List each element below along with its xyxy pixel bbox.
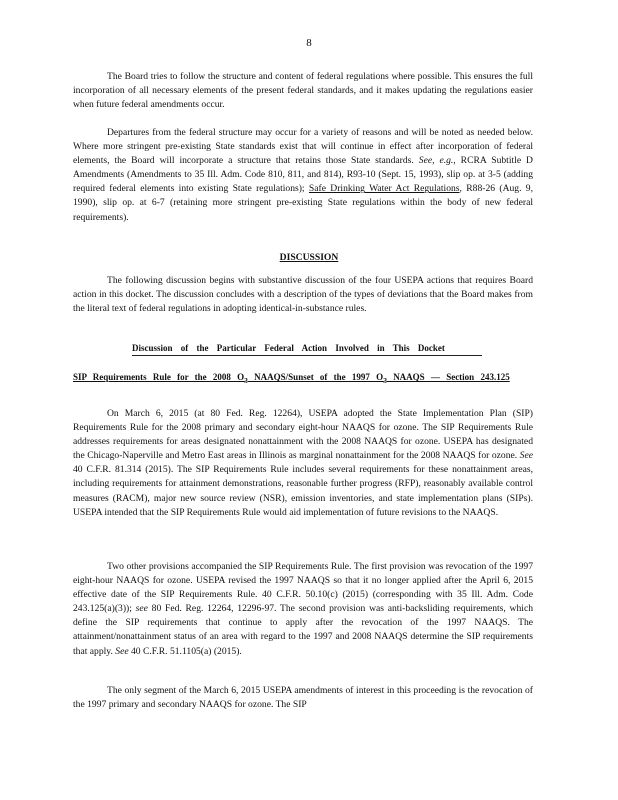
page-number: 8 xyxy=(306,37,312,49)
sip-requirements-heading xyxy=(73,371,533,387)
citation-signal: See, e.g., xyxy=(418,155,456,167)
paragraph-text: Departures from the federal structure may occur for a variety of reasons and will be noted as needed below. Where more stringent pre-existing State standards exist that will continue in effect after incorporation of federal elements, the Board will incorporate a structure that retains those State standards. xyxy=(73,127,533,167)
case-name: Safe Drinking Water Act Regulations xyxy=(308,183,460,195)
paragraph-two-provisions xyxy=(73,560,533,659)
section-heading-discussion: DISCUSSION xyxy=(279,252,339,263)
paragraph-text: 80 Fed. Reg. 12264, 12296-97. The second provision was anti-backsliding requirements, which define the SIP requirements that continue to apply after the revocation of the 1997 NAAQS. The attainment/nonattainment status of an area with regard to the 1997 and 2008 NAAQS determine the SIP requirements that apply. xyxy=(73,603,533,657)
citation-signal: see xyxy=(135,603,148,615)
paragraph-text: 40 C.F.R. 81.314 (2015). The SIP Requirements Rule includes several requirements for these nonattainment areas, including requirements for attainment demonstrations, reasonable further progress (RFP), reasonably available control measures (RACM), major new source review (NSR), emission inventories, and state implementation plans (SIPs). USEPA intended that the SIP Requirements Rule would aid implementation of future revisions to the NAAQS. xyxy=(73,464,533,518)
paragraph-only-segment xyxy=(73,684,533,712)
heading-text: SIP Requirements Rule for the 2008 $O_3$ NAAQS/Sunset of the 1997 $O_3$ NAAQS — Section 243.125 xyxy=(73,372,510,385)
paragraph-text: The following discussion begins with substantive discussion of the four USEPA actions that requires Board action in this docket. The discussion concludes with a description of the types of deviations that the Board makes from the literal text of federal regulations in adopting identical-in-substance rules. xyxy=(73,275,533,315)
paragraph-board-structure xyxy=(73,70,533,112)
paragraph-text: 40 C.F.R. 51.1105(a) (2015). xyxy=(128,645,242,657)
paragraph-departures xyxy=(73,126,533,225)
paragraph-march-6 xyxy=(73,407,533,520)
citation-signal: See xyxy=(115,645,129,657)
paragraph-text: RCRA Subtitle D Amendments (Amendments to 35 Ill. Adm. Code 810, 811, and 814), R93-10 (Sept. 15, 1993), slip op. at 3-5 (adding required federal elements into existing State regulations); xyxy=(73,155,533,195)
paragraph-text: The only segment of the March 6, 2015 USEPA amendments of interest in this proceeding is the revocation of the 1997 primary and secondary NAAQS for ozone. The SIP xyxy=(73,685,533,711)
paragraph-text: The Board tries to follow the structure and content of federal regulations where possible. This ensures the full incorporation of all necessary elements of the present federal standards, and it makes updating the regulations easier when future federal amendments occur. xyxy=(73,71,533,111)
paragraph-text: , R88-26 (Aug. 9, 1990), slip op. at 6-7 (retaining more stringent pre-existing State regulations within the body of new federal requirements). xyxy=(73,183,534,223)
table-heading: Discussion of the Particular Federal Action Involved in This Docket xyxy=(132,343,482,356)
paragraph-text: Two other provisions accompanied the SIP Requirements Rule. The first provision was revocation of the 1997 eight-hour NAAQS for ozone. USEPA revised the 1997 NAAQS so that it no longer applied after the April 6, 2015 effective date of the SIP Requirements Rule. 40 C.F.R. 50.10(c) (2015) (corresponding with 35 Ill. Adm. Code 243.125(a)(3)); xyxy=(73,561,533,615)
citation-signal: See xyxy=(519,450,533,462)
paragraph-text: On March 6, 2015 (at 80 Fed. Reg. 12264), USEPA adopted the State Implementation Plan (SIP) Requirements Rule for the 2008 primary and secondary eight-hour NAAQS for ozone. The SIP Requirements Rule addresses requirements for areas designated nonattainment with the 2008 NAAQS for ozone. USEPA has designated the Chicago-Naperville and Metro East areas in Illinois as marginal nonattainment for the 2008 NAAQS for ozone. xyxy=(73,408,533,462)
paragraph-following-discussion xyxy=(73,274,533,316)
